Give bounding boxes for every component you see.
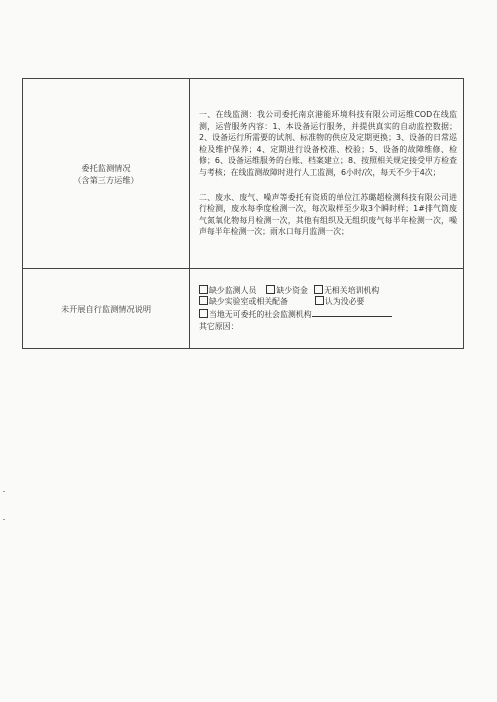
no-self-monitoring-label: 未开展自行监测情况说明 [23,269,190,349]
checkbox-lack-staff[interactable] [199,285,208,294]
third-party-testing-paragraph: 二、废水、废气、噪声等委托有资质的单位江苏璐超检测科技有限公司进行检测，废水每季度检测一次，每次取样至少取3个瞬时样；1#排气筒废气氮氧化物每月检测一次，其他有组织及无组织废气每半年检测一次，噪声每半年检测一次；雨水口每月监测一次； [199,192,457,237]
checkbox-no-training[interactable] [314,285,323,294]
scan-speck [3,519,5,520]
no-self-monitoring-row [23,269,464,349]
checkbox-unnecessary[interactable] [315,296,324,305]
option-lack-staff-label: 缺少监测人员 [209,285,257,295]
option-unnecessary-label: 认为没必要 [324,297,365,307]
blank-underline [312,308,392,317]
reason-options [190,269,464,349]
label-line1: 委托监测情况 [81,162,131,173]
checkbox-lack-funds[interactable] [266,285,275,294]
other-reason-label: 其它原因： [199,321,239,331]
option-lack-lab-label: 缺少实验室或相关配备 [209,297,288,307]
option-no-training-label: 无相关培训机构 [323,285,380,295]
scan-speck [3,491,5,492]
label-line2: （含第三方运维） [73,174,139,185]
online-monitoring-paragraph: 一、在线监测：我公司委托南京港能环境科技有限公司运维COD在线监测，运营服务内容：1、本设备运行服务，并提供真实的自动监控数据；2、设备运行所需要的试剂、标准物的供应及定期更换；3、设备的日常巡检及维护保养；4、定期进行设备校准、校验；5、设备的故障维修、检修；6、设备运维服务的台账、档案建立；8、按照相关规定接受甲方检查与考核；在线监测故障时进行人工监测，6小时/次，每天不少于4次； [199,110,457,177]
options-line1 [199,285,457,297]
options-line2 [199,296,457,308]
checkbox-no-agency[interactable] [199,309,208,318]
entrusted-monitoring-label [23,79,190,269]
options-line3 [199,308,457,321]
option-lack-funds-label: 缺少资金 [276,285,308,295]
checkbox-lack-lab[interactable] [199,296,208,305]
entrusted-monitoring-row [23,79,464,269]
options-line4 [199,321,457,333]
option-no-agency-label: 当地无可委托的社会监测机构 [209,310,312,319]
entrusted-monitoring-content [190,79,464,269]
monitoring-table [22,78,464,349]
